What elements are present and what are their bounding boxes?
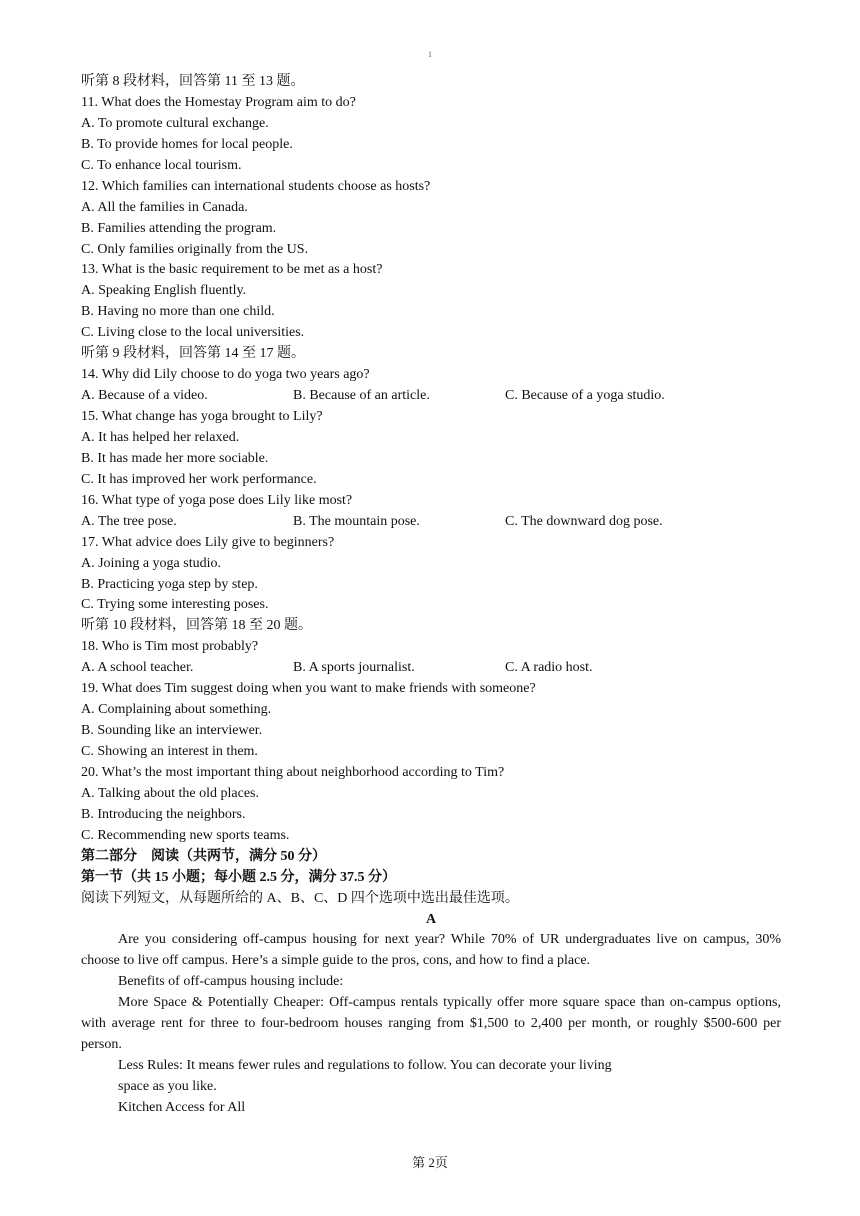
option: A. The tree pose. — [81, 513, 177, 529]
option: A. Because of a video. — [81, 388, 208, 404]
option: B. Having no more than one child. — [81, 304, 275, 320]
option: A. Talking about the old places. — [81, 785, 260, 801]
option: B. Sounding like an interviewer. — [81, 723, 263, 739]
question: 14. Why did Lily choose to do yoga two years ago? — [81, 367, 370, 383]
section-instruction: 听第 8 段材料，回答第 11 至 13 题。 — [81, 74, 305, 89]
option: C. Because of a yoga studio. — [505, 388, 665, 404]
question: 19. What does Tim suggest doing when you want to make friends with someone? — [81, 681, 536, 697]
page-top-mark: 1 — [428, 50, 432, 59]
option: C. Living close to the local universities. — [81, 325, 305, 341]
passage-paragraph: Less Rules: It means fewer rules and regulations to follow. You can decorate your living — [118, 1058, 612, 1074]
page-content — [81, 72, 781, 1119]
section-instruction: 听第 10 段材料，回答第 18 至 20 题。 — [81, 618, 312, 634]
option: C. It has improved her work performance. — [81, 471, 317, 487]
option: C. A radio host. — [505, 660, 593, 676]
option: B. Because of an article. — [293, 388, 430, 404]
section-heading: 第一节（共 15 小题；每小题 2.5 分，满分 37.5 分） — [81, 869, 396, 885]
passage-paragraph: More Space & Potentially Cheaper: Off-campus rentals typically offer more square space than on-campus options, with average rent for three to four-bedroom houses ranging from $1,500 to 2,400 per month, or roughly $500-600 per person. — [81, 995, 781, 1053]
passage-paragraph: Benefits of off-campus housing include: — [118, 974, 344, 990]
question: 11. What does the Homestay Program aim to do? — [81, 94, 356, 110]
option: B. A sports journalist. — [293, 660, 415, 676]
option-row — [81, 658, 781, 679]
option-row — [81, 512, 781, 533]
option: A. To promote cultural exchange. — [81, 115, 269, 131]
option: B. Introducing the neighbors. — [81, 806, 246, 822]
option: B. Practicing yoga step by step. — [81, 576, 258, 592]
option: C. Trying some interesting poses. — [81, 597, 269, 613]
option: C. Recommending new sports teams. — [81, 827, 290, 843]
option: A. All the families in Canada. — [81, 199, 248, 215]
option: B. To provide homes for local people. — [81, 136, 293, 152]
section-instruction: 听第 9 段材料，回答第 14 至 17 题。 — [81, 346, 305, 362]
passage-paragraph: space as you like. — [118, 1079, 217, 1095]
passage-subheading: Kitchen Access for All — [118, 1100, 246, 1116]
question: 16. What type of yoga pose does Lily like most? — [81, 492, 353, 508]
question: 13. What is the basic requirement to be met as a host? — [81, 262, 383, 278]
passage-label: A — [425, 911, 437, 927]
option: A. Speaking English fluently. — [81, 283, 247, 299]
question: 17. What advice does Lily give to beginners? — [81, 534, 335, 550]
option: C. Showing an interest in them. — [81, 744, 258, 759]
option: A. Complaining about something. — [81, 702, 272, 718]
question: 20. What’s the most important thing about neighborhood according to Tim? — [81, 764, 505, 780]
option: A. Joining a yoga studio. — [81, 555, 221, 571]
option: A. A school teacher. — [81, 660, 194, 676]
page-number: 第 2页 — [412, 1155, 448, 1170]
question: 12. Which families can international students choose as hosts? — [81, 178, 431, 194]
question: 18. Who is Tim most probably? — [81, 639, 259, 655]
option: A. It has helped her relaxed. — [81, 429, 240, 445]
option: C. To enhance local tourism. — [81, 157, 242, 173]
option: B. Families attending the program. — [81, 220, 277, 236]
question: 15. What change has yoga brought to Lily? — [81, 409, 323, 424]
option: B. The mountain pose. — [293, 513, 420, 529]
reading-instruction: 阅读下列短文，从每题所给的 A、B、C、D 四个选项中选出最佳选项。 — [81, 890, 519, 906]
option: B. It has made her more sociable. — [81, 450, 269, 466]
option: C. The downward dog pose. — [505, 513, 663, 529]
part-heading: 第二部分 阅读（共两节，满分 50 分） — [81, 848, 326, 864]
option-row — [81, 386, 781, 407]
option: C. Only families originally from the US. — [81, 241, 309, 257]
passage-paragraph: Are you considering off-campus housing for next year? While 70% of UR undergraduates live on campus, 30% choose to live off campus. Here’s a simple guide to the pros, cons, and how to find a place. — [81, 932, 781, 969]
